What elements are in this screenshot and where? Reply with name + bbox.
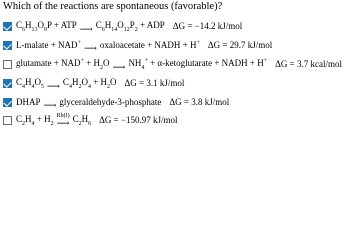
delta-g-value: ΔG = 3.1 kJ/mol bbox=[124, 78, 185, 88]
reaction-checkbox[interactable] bbox=[3, 98, 12, 107]
reaction-row[interactable] bbox=[3, 75, 184, 91]
delta-g-value: ΔG = 3.7 kcal/mol bbox=[275, 59, 342, 69]
reaction-row[interactable] bbox=[3, 56, 342, 72]
reaction-products: $C_2H_6$ bbox=[72, 113, 92, 127]
arrow-icon: ⟶ bbox=[112, 61, 126, 72]
reaction-products: oxaloacetate + NADH + H+ bbox=[99, 40, 200, 50]
reaction-arrow bbox=[113, 57, 126, 72]
reaction-reactants: $C_6H_{13}O_9P$ + ATP bbox=[16, 19, 77, 33]
delta-g-value: ΔG = 3.8 kJ/mol bbox=[169, 97, 230, 107]
reaction-checkbox[interactable] bbox=[3, 79, 12, 88]
reaction-arrow bbox=[57, 113, 70, 128]
reaction-reactants: L-malate + NAD+ bbox=[16, 40, 81, 50]
reaction-reactants: glutamate + $NAD^+ + H_2O$ bbox=[16, 57, 110, 71]
arrow-icon: ⟶ bbox=[43, 99, 57, 110]
reaction-row[interactable] bbox=[3, 37, 272, 53]
delta-g-value: ΔG = −150.97 kJ/mol bbox=[99, 115, 178, 125]
delta-g-value: ΔG = −14.2 kJ/mol bbox=[172, 21, 243, 31]
catalyst-label: Rh(I) bbox=[56, 112, 70, 119]
reaction-row[interactable] bbox=[3, 112, 178, 128]
question-text: Which of the reactions are spontaneous (favorable)? bbox=[3, 1, 223, 12]
arrow-icon: ⟶ bbox=[79, 23, 93, 34]
reaction-arrow bbox=[44, 95, 57, 110]
arrow-icon: ⟶ bbox=[56, 117, 70, 128]
reaction-arrow bbox=[47, 76, 60, 91]
reaction-checkbox[interactable] bbox=[3, 22, 12, 31]
reaction-products: $C_6H_{14}O_{12}P_2$ + ADP bbox=[95, 19, 165, 33]
reaction-arrow bbox=[80, 19, 93, 34]
reaction-checkbox[interactable] bbox=[3, 41, 12, 50]
reaction-row[interactable] bbox=[3, 18, 242, 34]
reaction-products: glyceraldehyde-3-phosphate bbox=[59, 97, 162, 107]
reaction-arrow bbox=[84, 38, 97, 53]
delta-g-value: ΔG = 29.7 kJ/mol bbox=[207, 40, 273, 50]
reaction-products: $NH_4^+$ + α-ketoglutarate + NADH + H+ bbox=[128, 57, 268, 71]
arrow-icon: ⟶ bbox=[47, 80, 60, 91]
arrow-icon: ⟶ bbox=[83, 42, 97, 53]
reaction-reactants: DHAP bbox=[16, 97, 41, 107]
reaction-checkbox[interactable] bbox=[3, 116, 12, 125]
reaction-reactants: $C_2H_4 + H_2$ bbox=[16, 113, 54, 127]
reaction-products: $C_4H_2O_4 + H_2O$ bbox=[62, 76, 117, 90]
reaction-checkbox[interactable] bbox=[3, 60, 12, 69]
reaction-row[interactable] bbox=[3, 94, 229, 110]
reaction-reactants: $C_4H_4O_5$ bbox=[16, 76, 45, 90]
